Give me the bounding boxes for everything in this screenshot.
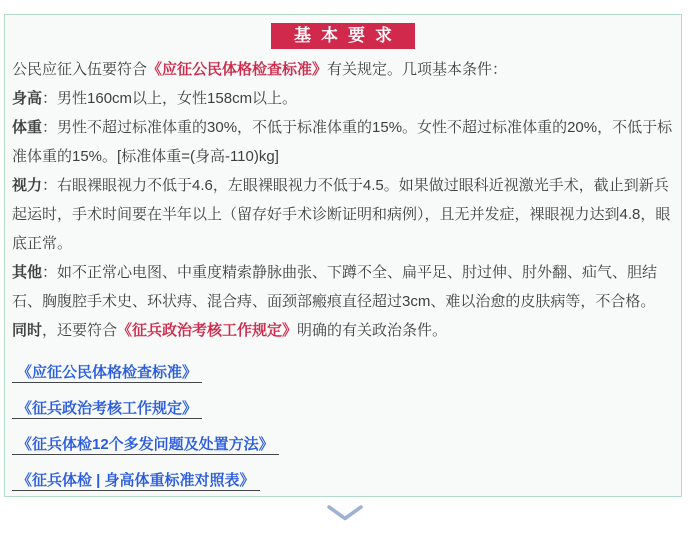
requirements-content (12, 55, 674, 495)
link-underline (12, 436, 279, 455)
link-underline (12, 364, 202, 383)
item-weight-text: ：男性不超过标准体重的30%，不低于标准体重的15%。女性不超过标准体重的20%，不低于标准体重的15%。[标准体重=(身高-110)kg] (12, 119, 673, 165)
section-title-banner: 基本要求 (271, 23, 415, 49)
intro-text-pre: 公民应征入伍要符合 (12, 61, 148, 78)
politics-label: 同时 (12, 322, 43, 339)
item-height (12, 84, 674, 113)
politics-paragraph (12, 316, 674, 345)
link-height-weight-table[interactable]: 《征兵体检 | 身高体重标准对照表》 (17, 472, 255, 489)
related-links (12, 358, 674, 495)
item-height-text: ：男性160cm以上，女性158cm以上。 (42, 90, 298, 107)
item-vision-text: ：右眼裸眼视力不低于4.6，左眼裸眼视力不低于4.5。如果做过眼科近视激光手术，截止到新兵起运时，手术时间要在半年以上（留存好手术诊断证明和病例），且无并发症，裸眼视力达到4.8，眼底正常。 (12, 177, 671, 252)
item-other-label: 其他 (12, 264, 43, 281)
link-politics-regulation[interactable]: 《征兵政治考核工作规定》 (17, 400, 198, 417)
intro-paragraph (12, 55, 674, 84)
link-exam-faq[interactable]: 《征兵体检12个多发问题及处置方法》 (17, 436, 274, 453)
politics-text-post: 明确的有关政治条件。 (297, 322, 448, 339)
item-height-label: 身高 (12, 90, 43, 107)
requirements-panel (4, 14, 682, 497)
doc-title-physical-standard: 《应征公民体格检查标准》 (147, 61, 328, 78)
item-other (12, 258, 674, 316)
link-row (12, 466, 674, 495)
item-weight (12, 113, 674, 171)
item-vision (12, 171, 674, 258)
link-underline (12, 472, 260, 491)
link-row (12, 358, 674, 387)
link-row (12, 394, 674, 423)
item-weight-label: 体重 (12, 119, 43, 136)
item-vision-label: 视力 (12, 177, 43, 194)
link-row (12, 430, 674, 459)
intro-text-post: 有关规定。几项基本条件： (327, 61, 508, 78)
link-underline (12, 400, 202, 419)
politics-text-pre: ，还要符合 (42, 322, 118, 339)
expand-control (0, 504, 690, 527)
doc-title-politics-regulation: 《征兵政治考核工作规定》 (117, 322, 298, 339)
item-other-text: ：如不正常心电图、中重度精索静脉曲张、下蹲不全、扁平足、肘过伸、肘外翻、疝气、胆结石、胸腹腔手术史、环状痔、混合痔、面颈部瘢痕直径超过3cm、难以治愈的皮肤病等，不合格。 (12, 264, 658, 310)
chevron-down-icon[interactable] (326, 504, 364, 522)
link-physical-exam-standard[interactable]: 《应征公民体格检查标准》 (17, 364, 198, 381)
